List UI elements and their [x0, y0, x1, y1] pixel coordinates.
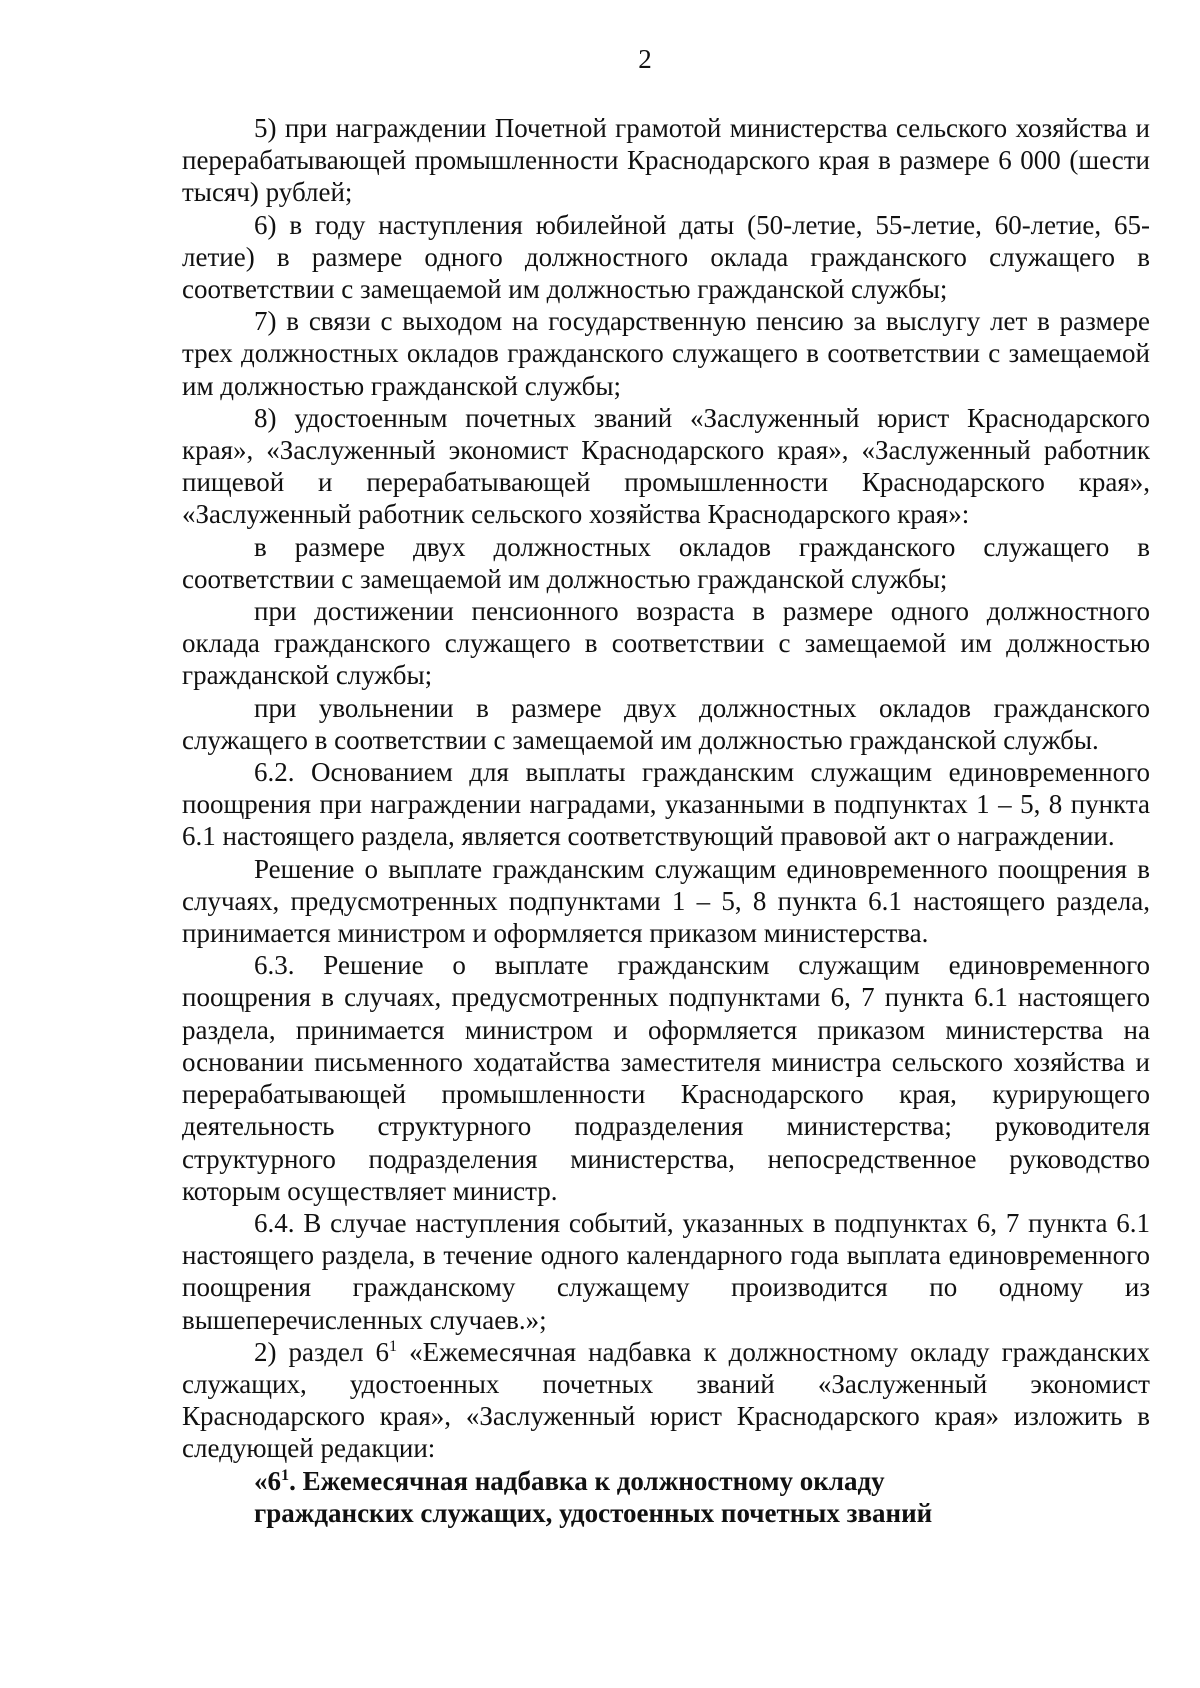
paragraph-6-3: 6.3. Решение о выплате гражданским служащим единовременного поощрения в случаях, предусмотренных подпунктами 6, 7 пункта 6.1 настоящего раздела, принимается министром и оформляется приказом министерства на основании письменного ходатайства заместителя министра сельского хозяйства и перерабатывающей промышленности Краснодарского края, курирующего деятельность структурного подразделения министерства; руководителя структурного подразделения министерства, непосредственное руководство которым осуществляет министр. [182, 950, 1150, 1206]
section-heading-line-2: гражданских служащих, удостоенных почетных званий [254, 1497, 933, 1528]
paragraph-6-2-decision: Решение о выплате гражданским служащим единовременного поощрения в случаях, предусмотренных подпунктами 1 – 5, 8 пункта 6.1 настоящего раздела, принимается министром и оформляется приказом министерства. [182, 853, 1150, 949]
paragraph-item-8-pension-age: при достижении пенсионного возраста в размере одного должностного оклада гражданского служащего в соответствии с замещаемой им должностью гражданской службы; [182, 596, 1150, 691]
paragraph-item-8-dismissal: при увольнении в размере двух должностных окладов гражданского служащего в соответствии с замещаемой им должностью гражданской службы. [182, 692, 1150, 755]
paragraph-6-2: 6.2. Основанием для выплаты гражданским служащим единовременного поощрения при награждении наградами, указанными в подпунктах 1 – 5, 8 пункта 6.1 настоящего раздела, является соответствующий правовой акт о награждении. [182, 757, 1150, 852]
heading-prefix: «6 [254, 1465, 281, 1496]
paragraph-item-5: 5) при награждении Почетной грамотой министерства сельского хозяйства и перерабатывающей промышленности Краснодарского края в размере 6 000 (шести тысяч) рублей; [182, 113, 1150, 208]
document-body [182, 112, 1150, 1529]
page-number: 2 [638, 44, 652, 74]
amendment-text-start: 2) раздел 6 [254, 1336, 389, 1367]
paragraph-section-amendment [182, 1336, 1150, 1465]
paragraph-item-8-two-salaries: в размере двух должностных окладов гражданского служащего в соответствии с замещаемой им должностью гражданской службы; [182, 531, 1150, 594]
paragraph-6-4: 6.4. В случае наступления событий, указанных в подпунктах 6, 7 пункта 6.1 настоящего раздела, в течение одного календарного года выплата единовременного поощрения гражданскому служащему производится по одному из вышеперечисленных случаев.»; [182, 1207, 1150, 1335]
section-heading-line-1 [182, 1465, 1150, 1497]
heading-line-1-rest: . Ежемесячная надбавка к должностному окладу [289, 1465, 885, 1496]
paragraph-item-8: 8) удостоенным почетных званий «Заслуженный юрист Краснодарского края», «Заслуженный экономист Краснодарского края», «Заслуженный работник пищевой и перерабатывающей промышленности Краснодарского края», «Заслуженный работник сельского хозяйства Краснодарского края»: [182, 402, 1150, 530]
amendment-text-rest: «Ежемесячная надбавка к должностному окладу гражданских служащих, удостоенных почетных званий «Заслуженный экономист Краснодарского края», «Заслуженный юрист Краснодарского края» изложить в следующей редакции: [182, 1336, 1150, 1464]
heading-superscript: 1 [281, 1465, 290, 1484]
paragraph-item-7: 7) в связи с выходом на государственную пенсию за выслугу лет в размере трех должностных окладов гражданского служащего в соответствии с замещаемой им должностью гражданской службы; [182, 306, 1150, 401]
amendment-superscript: 1 [389, 1336, 398, 1355]
paragraph-item-6: 6) в году наступления юбилейной даты (50-летие, 55-летие, 60-летие, 65-летие) в размере одного должностного оклада гражданского служащего в соответствии с замещаемой им должностью гражданской службы; [182, 209, 1150, 305]
